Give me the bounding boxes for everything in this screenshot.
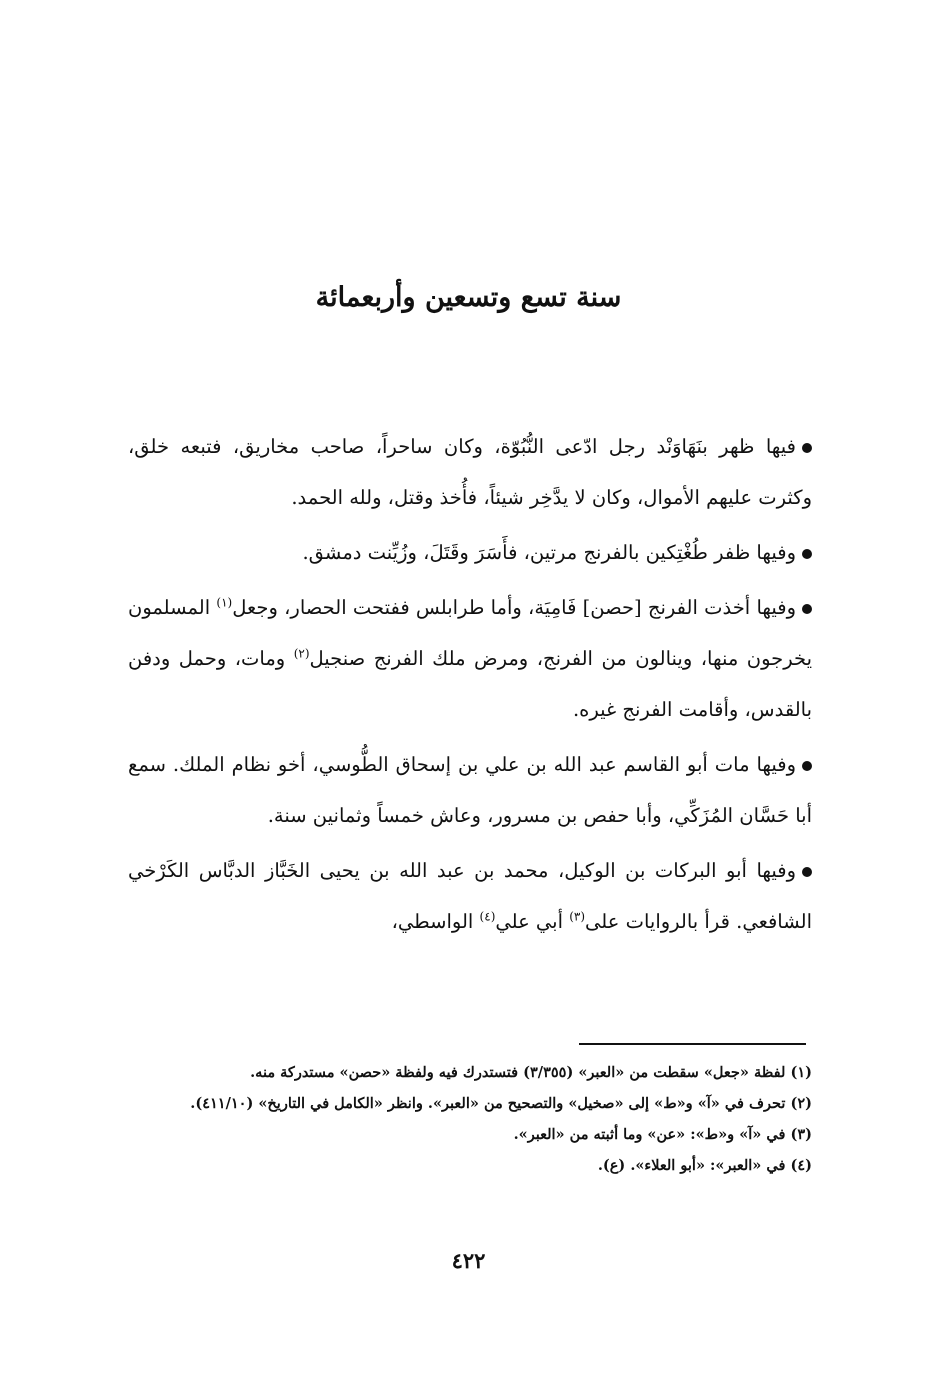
bullet-icon (802, 867, 812, 877)
footnote-ref-3[interactable]: (٣) (569, 909, 586, 924)
paragraph-1 (128, 421, 812, 523)
paragraph-text: وفيها مات أبو القاسم عبد الله بن علي بن إسحاق الطُّوسي، أخو نظام الملك. سمع أبا حَسَّان المُزَكِّي، وأبا حفص بن مسرور، وعاش خمساً وثمانين سنة. (128, 753, 812, 827)
bullet-icon (802, 761, 812, 771)
paragraph-4 (128, 739, 812, 841)
paragraph-text: وفيها أخذت الفرنج [حصن] فَامِيَة، وأما طرابلس ففتحت الحصار، وجعل (232, 596, 797, 619)
main-text (128, 421, 812, 951)
paragraph-2 (128, 527, 812, 578)
paragraph-text: فيها ظهر بنَهَاوَنْد رجل ادّعى النُّبُوّة، وكان ساحراً، صاحب مخاريق، فتبعه خلق، وكثرت عليهم الأموال، وكان لا يدَّخِر شيئاً، فأُخذ وقتل، ولله الحمد. (128, 435, 812, 509)
footnote-ref-1[interactable]: (١) (216, 595, 233, 610)
bullet-icon (802, 604, 812, 614)
footnote-2: (٢) تحرف في «آ» و«ط» إلى «صخيل» والتصحيح من «العبر». وانظر «الكامل في التاريخ» (٤١١/١٠). (190, 1095, 812, 1112)
paragraph-text: وفيها ظفر طُغْتِكين بالفرنج مرتين، فأَسَرَ وقَتَلَ، وزُيِّنت دمشق. (302, 541, 796, 564)
paragraph-3 (128, 582, 812, 735)
paragraph-text: وفيها أبو البركات بن الوكيل، محمد بن عبد الله بن يحيى الخَبَّاز الدبَّاس الكَرْخي الشافعي. قرأ بالروايات على (128, 859, 812, 933)
bullet-icon (802, 549, 812, 559)
footnote-1: (١) لفظة «جعل» سقطت من «العبر» (٣/٣٥٥) فتستدرك فيه ولفظة «حصن» مستدركة منه. (250, 1064, 812, 1081)
paragraph-text: الواسطي، (391, 910, 480, 933)
footnote-3: (٣) في «آ» و«ط»: «عن» وما أثبته من «العبر». (513, 1126, 812, 1143)
footnote-divider (579, 1043, 806, 1045)
footnote-4: (٤) في «العبر»: «أبو العلاء». (ع). (597, 1157, 812, 1174)
chapter-title: سنة تسع وتسعين وأربعمائة (315, 282, 622, 313)
page-number: ٤٢٢ (451, 1248, 486, 1273)
footnotes (128, 1060, 812, 1184)
paragraph-text: ومات، وحمل ودفن بالقدس، وأقامت الفرنج غيره. (128, 647, 812, 721)
footnote-ref-4[interactable]: (٤) (479, 909, 496, 924)
paragraph-text: المسلمون يخرجون منها، وينالون من الفرنج، ومرض ملك الفرنج صنجيل (128, 596, 812, 670)
bullet-icon (802, 443, 812, 453)
paragraph-5 (128, 845, 812, 947)
footnote-ref-2[interactable]: (٢) (293, 646, 310, 661)
paragraph-text: أبي علي (495, 910, 570, 933)
